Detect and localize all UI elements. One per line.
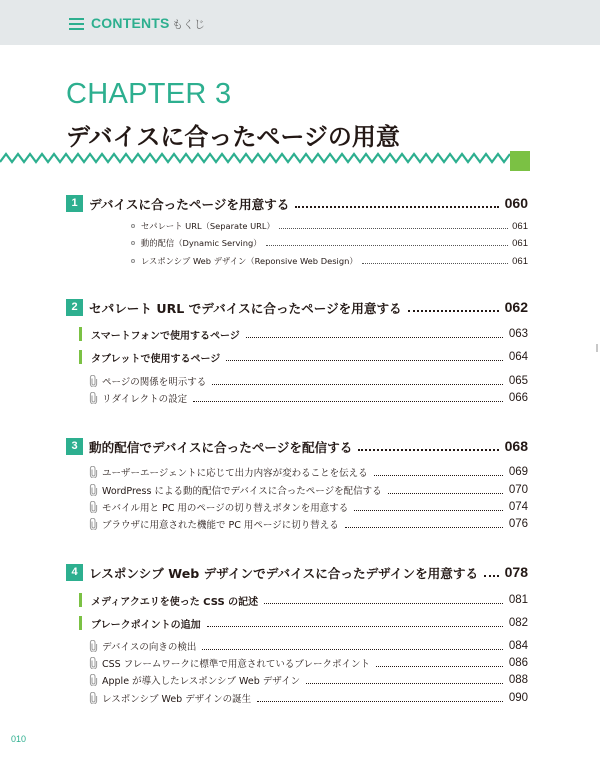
entry-page: 061 [512, 220, 528, 232]
toc-entry[interactable] [66, 498, 528, 516]
leader-dots [388, 487, 503, 494]
toc-entry[interactable] [66, 389, 528, 407]
entry-page: 081 [508, 594, 528, 606]
entry-page: 090 [508, 692, 528, 704]
entry-page: 084 [508, 640, 528, 652]
leader-dots [362, 258, 509, 264]
green-bar-marker [79, 327, 82, 341]
entry-title: ページの関係を明示する [102, 377, 207, 388]
section-4[interactable] [66, 562, 528, 582]
green-bar-marker [79, 616, 82, 630]
entry-page: 082 [508, 617, 528, 629]
entry-page: 064 [508, 351, 528, 363]
entry-page: 070 [508, 484, 528, 496]
menu-icon [69, 18, 84, 30]
entry-title: リダイレクトの設定 [102, 394, 188, 405]
entry-title: レスポンシブ Web デザイン（Reponsive Web Design） [141, 256, 358, 266]
leader-dots [266, 240, 509, 246]
leader-dots [207, 620, 503, 627]
paperclip-icon [89, 501, 98, 513]
section-page: 068 [504, 438, 528, 454]
toc-entry[interactable] [66, 671, 528, 689]
entry-title: CSS フレームワークに標準で用意されているブレークポイント [102, 659, 370, 670]
bullet-icon [131, 241, 135, 245]
toc-entry[interactable] [66, 515, 528, 533]
section-page: 062 [504, 299, 528, 315]
section-title: デバイスに合ったページを用意する [89, 196, 290, 212]
entry-page: 069 [508, 466, 528, 478]
section-4-heading[interactable] [66, 562, 528, 582]
leader-dots [408, 303, 499, 312]
leader-dots [484, 568, 499, 577]
green-bar-marker [79, 593, 82, 607]
paperclip-icon [89, 484, 98, 496]
entry-page: 086 [508, 657, 528, 669]
leader-dots [374, 469, 503, 476]
zigzag-divider [0, 150, 512, 166]
paperclip-icon [89, 674, 98, 686]
leader-dots [212, 378, 503, 385]
toc-entry[interactable] [66, 613, 528, 633]
toc-entry[interactable] [66, 637, 528, 655]
bullet-icon [131, 224, 135, 228]
green-square-ornament [510, 151, 530, 171]
leader-dots [376, 660, 503, 667]
section-2-heading[interactable] [66, 297, 528, 317]
entry-title: セパレート URL（Separate URL） [141, 221, 275, 231]
leader-dots [226, 354, 503, 361]
chapter-title: デバイスに合ったページの用意 [66, 123, 400, 151]
leader-dots [202, 643, 502, 650]
contents-label: CONTENTS [91, 15, 170, 31]
paperclip-icon [89, 657, 98, 669]
section-1-heading[interactable] [66, 193, 528, 213]
entry-title: ブレークポイントの追加 [91, 619, 201, 631]
section-number-badge: 3 [66, 438, 83, 455]
chapter-number: CHAPTER 3 [66, 78, 232, 110]
toc-entry[interactable] [66, 252, 528, 270]
entry-title: WordPress による動的配信でデバイスに合ったページを配信する [102, 486, 382, 497]
leader-dots [306, 677, 503, 684]
entry-page: 088 [508, 674, 528, 686]
toc-entry[interactable] [66, 590, 528, 610]
leader-dots [295, 199, 498, 208]
entry-title: レスポンシブ Web デザインの誕生 [102, 694, 252, 705]
paperclip-icon [89, 375, 98, 387]
header-bar [0, 0, 600, 45]
section-title: セパレート URL でデバイスに合ったページを用意する [89, 300, 402, 316]
section-page: 078 [504, 564, 528, 580]
entry-title: 動的配信（Dynamic Serving） [141, 238, 262, 248]
entry-page: 074 [508, 501, 528, 513]
leader-dots [358, 442, 498, 451]
toc-entry[interactable] [66, 234, 528, 252]
leader-dots [279, 223, 508, 229]
entry-title: モバイル用と PC 用のページの切り替えボタンを用意する [102, 503, 349, 514]
entry-page: 065 [508, 375, 528, 387]
toc-entry[interactable] [66, 481, 528, 499]
entry-title: タブレットで使用するページ [91, 353, 221, 365]
entry-page: 063 [508, 328, 528, 340]
entry-page: 076 [508, 518, 528, 530]
paperclip-icon [89, 392, 98, 404]
entry-title: Apple が導入したレスポンシブ Web デザイン [102, 676, 301, 687]
section-1[interactable] [66, 193, 528, 213]
entry-title: デバイスの向きの検出 [102, 642, 197, 653]
leader-dots [246, 331, 503, 338]
entry-title: スマートフォンで使用するページ [91, 330, 240, 342]
toc-entry[interactable] [66, 689, 528, 707]
section-number-badge: 4 [66, 564, 83, 581]
section-title: 動的配信でデバイスに合ったページを配信する [89, 439, 353, 455]
toc-entry[interactable] [66, 463, 528, 481]
bullet-icon [131, 259, 135, 263]
section-title: レスポンシブ Web デザインでデバイスに合ったデザインを用意する [89, 565, 479, 581]
section-2[interactable] [66, 297, 528, 317]
section-number-badge: 1 [66, 195, 83, 212]
section-page: 060 [504, 195, 528, 211]
edge-mark [596, 344, 598, 352]
toc-entry[interactable] [66, 372, 528, 390]
paperclip-icon [89, 692, 98, 704]
entry-title: メディアクエリを使った CSS の記述 [91, 596, 259, 608]
entry-page: 061 [512, 237, 528, 249]
toc-entry[interactable] [66, 654, 528, 672]
leader-dots [193, 395, 503, 402]
green-bar-marker [79, 350, 82, 364]
leader-dots [345, 521, 503, 528]
contents-sublabel: もくじ [172, 18, 205, 31]
entry-title: ブラウザに用意された機能で PC 用ページに切り替える [102, 520, 339, 531]
page-number: 010 [11, 734, 27, 744]
leader-dots [264, 597, 503, 604]
leader-dots [354, 504, 503, 511]
section-3[interactable] [66, 436, 528, 456]
toc-entry[interactable] [66, 347, 528, 367]
entry-title: ユーザーエージェントに応じて出力内容が変わることを伝える [102, 468, 368, 479]
toc-entry[interactable] [66, 217, 528, 235]
section-3-heading[interactable] [66, 436, 528, 456]
paperclip-icon [89, 466, 98, 478]
leader-dots [257, 695, 503, 702]
entry-page: 066 [508, 392, 528, 404]
entry-page: 061 [512, 255, 528, 267]
section-number-badge: 2 [66, 299, 83, 316]
paperclip-icon [89, 518, 98, 530]
toc-entry[interactable] [66, 324, 528, 344]
paperclip-icon [89, 640, 98, 652]
